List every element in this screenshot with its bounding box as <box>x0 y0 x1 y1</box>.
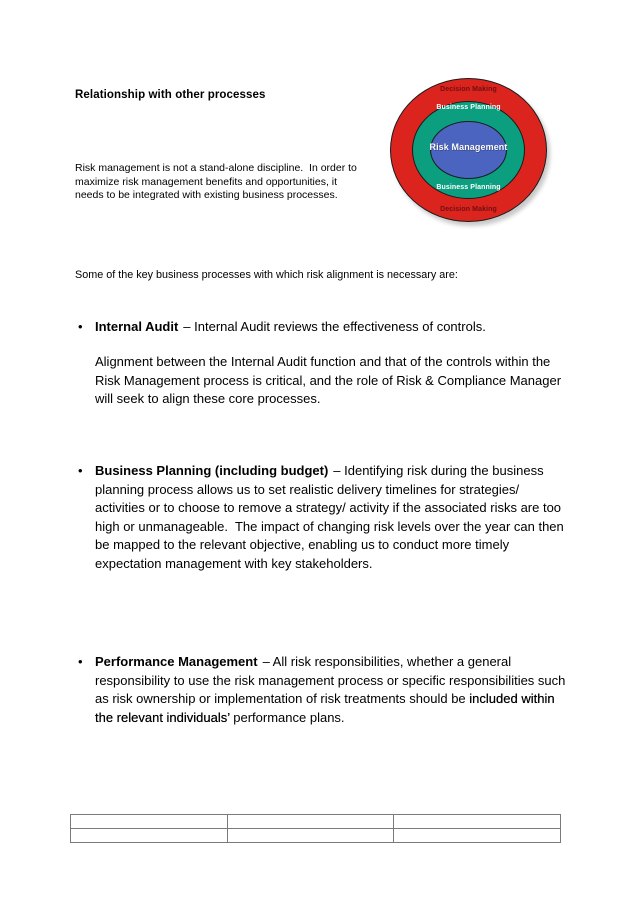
intro-paragraph: Risk management is not a stand-alone discipline. In order to maximize risk management benefits and opportunities, it needs to be integrated with existing business processes. <box>75 162 360 201</box>
diagram-label-risk-management: Risk Management <box>429 142 508 152</box>
table-row <box>71 829 561 843</box>
bullet-marker: • <box>78 653 83 669</box>
internal-audit-detail-paragraph: Alignment between the Internal Audit function and that of the controls within the Risk Management process is critical, and the role of Risk & Compliance Manager will seek to align these core processes. <box>95 354 565 406</box>
table-cell[interactable] <box>394 829 561 843</box>
diagram-label-business-planning-bottom: Business Planning <box>436 184 501 191</box>
footer-table <box>70 814 561 843</box>
bullet-text: – Identifying risk during the business planning process allows us to set realistic delivery timelines for strategies/ activities or to choose to remove a strategy/ activity if the associated risks are too high or unmanageable. The impact of changing risk levels over the year can then be mapped to the relevant objective, enabling us to conduct more timely expectation management with key stakeholders. <box>95 463 568 571</box>
diagram-label-business-planning-top: Business Planning <box>436 104 501 111</box>
table-cell[interactable] <box>227 815 394 829</box>
bullet-marker: • <box>78 462 83 478</box>
lead-in-paragraph: Some of the key business processes with which risk alignment is necessary are: <box>75 269 458 281</box>
table-cell[interactable] <box>71 829 228 843</box>
bullet-text: – Internal Audit reviews the effectiveness of controls. <box>183 319 486 334</box>
process-rings-diagram <box>390 78 547 222</box>
bullet-business-planning <box>78 462 569 573</box>
bullet-performance-management <box>78 653 569 727</box>
table-row <box>71 815 561 829</box>
bullet-title: Performance Management <box>95 654 258 669</box>
bullet-text: performance plans. <box>229 709 345 725</box>
table-cell[interactable] <box>71 815 228 829</box>
bullet-text: – All risk responsibilities, whether a general responsibility to use the risk management process or specific responsibilities such as risk ownership or implementation of risk treatments should be <box>95 654 570 706</box>
bullet-marker: • <box>78 318 83 334</box>
bullet-internal-audit <box>78 318 569 337</box>
diagram-label-decision-making-bottom: Decision Making <box>440 206 497 213</box>
table-cell[interactable] <box>227 829 394 843</box>
bullet-title: Internal Audit <box>95 319 179 334</box>
bullet-text-emphasis: included within the relevant individuals’ <box>95 691 559 725</box>
page-title: Relationship with other processes <box>75 89 266 101</box>
table-cell[interactable] <box>394 815 561 829</box>
bullet-title: Business Planning (including budget) <box>95 463 329 478</box>
diagram-label-decision-making-top: Decision Making <box>440 86 497 93</box>
